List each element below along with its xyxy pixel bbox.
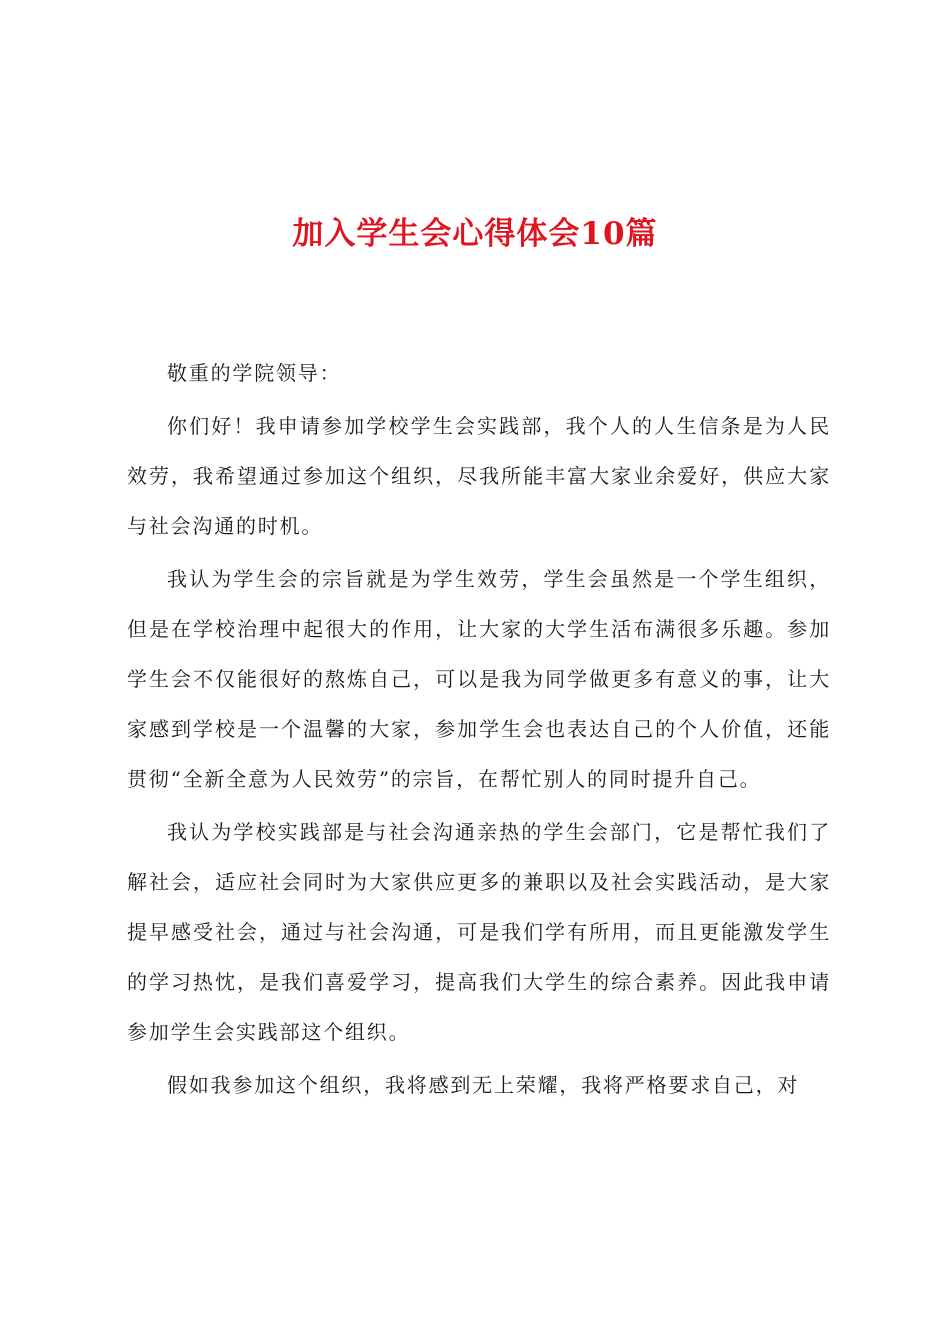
paragraph-3: 我认为学校实践部是与社会沟通亲热的学生会部门，它是帮忙我们了解社会，适应社会同时为大家供应更多的兼职以及社会实践活动，是大家提早感受社会，通过与社会沟通，可是我们学有所用，而且更能激发学生的学习热忱，是我们喜爱学习，提高我们大学生的综合素养。因此我申请参加学生会实践部这个组织。 — [127, 820, 831, 1044]
paragraph-2: 我认为学生会的宗旨就是为学生效劳，学生会虽然是一个学生组织，但是在学校治理中起很大的作用，让大家的大学生活布满很多乐趣。参加学生会不仅能很好的熬炼自己，可以是我为同学做更多有意义的事，让大家感到学校是一个温馨的大家，参加学生会也表达自己的个人价值，还能贯彻“全新全意为人民效劳”的宗旨，在帮忙别人的同时提升自己。 — [127, 567, 831, 791]
paragraph-4: 假如我参加这个组织，我将感到无上荣耀，我将严格要求自己，对 — [167, 1073, 800, 1097]
document-body — [127, 348, 831, 1113]
salutation: 敬重的学院领导： — [167, 361, 342, 385]
paragraph-1: 你们好！我申请参加学校学生会实践部，我个人的人生信条是为人民效劳，我希望通过参加这个组织，尽我所能丰富大家业余爱好，供应大家与社会沟通的时机。 — [127, 414, 831, 538]
document-title: 加入学生会心得体会10篇 — [292, 216, 658, 252]
